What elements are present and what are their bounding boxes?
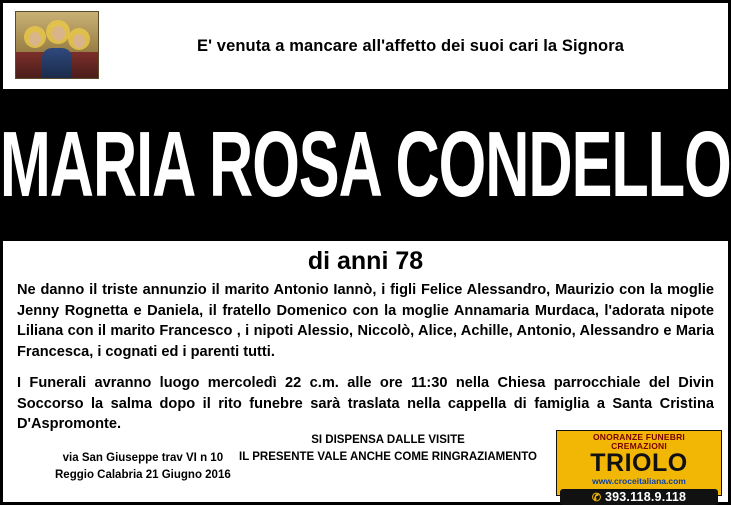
agency-line-2: CREMAZIONI (611, 441, 667, 452)
funeral-agency-logo (556, 430, 722, 504)
deceased-name: MARIA ROSA CONDELLO (0, 112, 731, 217)
holy-family-icon (15, 11, 99, 79)
agency-heading (557, 431, 721, 451)
address-line-1: via San Giuseppe trav VI n 10 (62, 452, 224, 464)
footer-note-1: SI DISPENSA DALLE VISITE (311, 434, 465, 446)
agency-name: TRIOLO (590, 449, 688, 478)
body-text (3, 280, 728, 435)
announcement-line: E' venuta a mancare all'affetto dei suoi cari la Signora (196, 37, 624, 55)
deceased-name-band (0, 89, 731, 241)
agency-phone: 393.118.9.118 (604, 489, 687, 504)
agency-line-1: ONORANZE FUNEBRI (593, 432, 685, 442)
address-line-2: Reggio Calabria 21 Giugno 2016 (55, 469, 231, 482)
agency-website: www.croceitaliana.com (592, 476, 686, 487)
age-line: di anni 78 (307, 247, 424, 275)
footer-notes (193, 432, 583, 465)
address-block (55, 450, 231, 485)
header-area (3, 3, 728, 89)
family-paragraph: Ne danno il triste annunzio il marito Antonio Iannò, i figli Felice Alessandro, Maurizio con la moglie Jenny Rognetta e Daniela, il fratello Domenico con la moglie Annamaria Murdaca, l'adorata nipote Liliana con il marito Francesco , i nipoti Alessio, Niccolò, Alice, Achille, Antonio, Alessandro e Maria Francesca, i cognati ed i parenti tutti. (17, 282, 714, 361)
funeral-paragraph: I Funerali avranno luogo mercoledì 22 c.m. alle ore 11:30 nella Chiesa parrocchiale del Divin Soccorso la salma dopo il rito funebre sarà traslata nella cappella di famiglia a Santa Cristina D'Aspromonte. (17, 374, 714, 433)
footer-area (3, 426, 728, 502)
footer-note-2: IL PRESENTE VALE ANCHE COME RINGRAZIAMENTO (239, 450, 537, 463)
agency-phone-bar (560, 489, 718, 505)
phone-icon: ✆ (591, 491, 602, 504)
